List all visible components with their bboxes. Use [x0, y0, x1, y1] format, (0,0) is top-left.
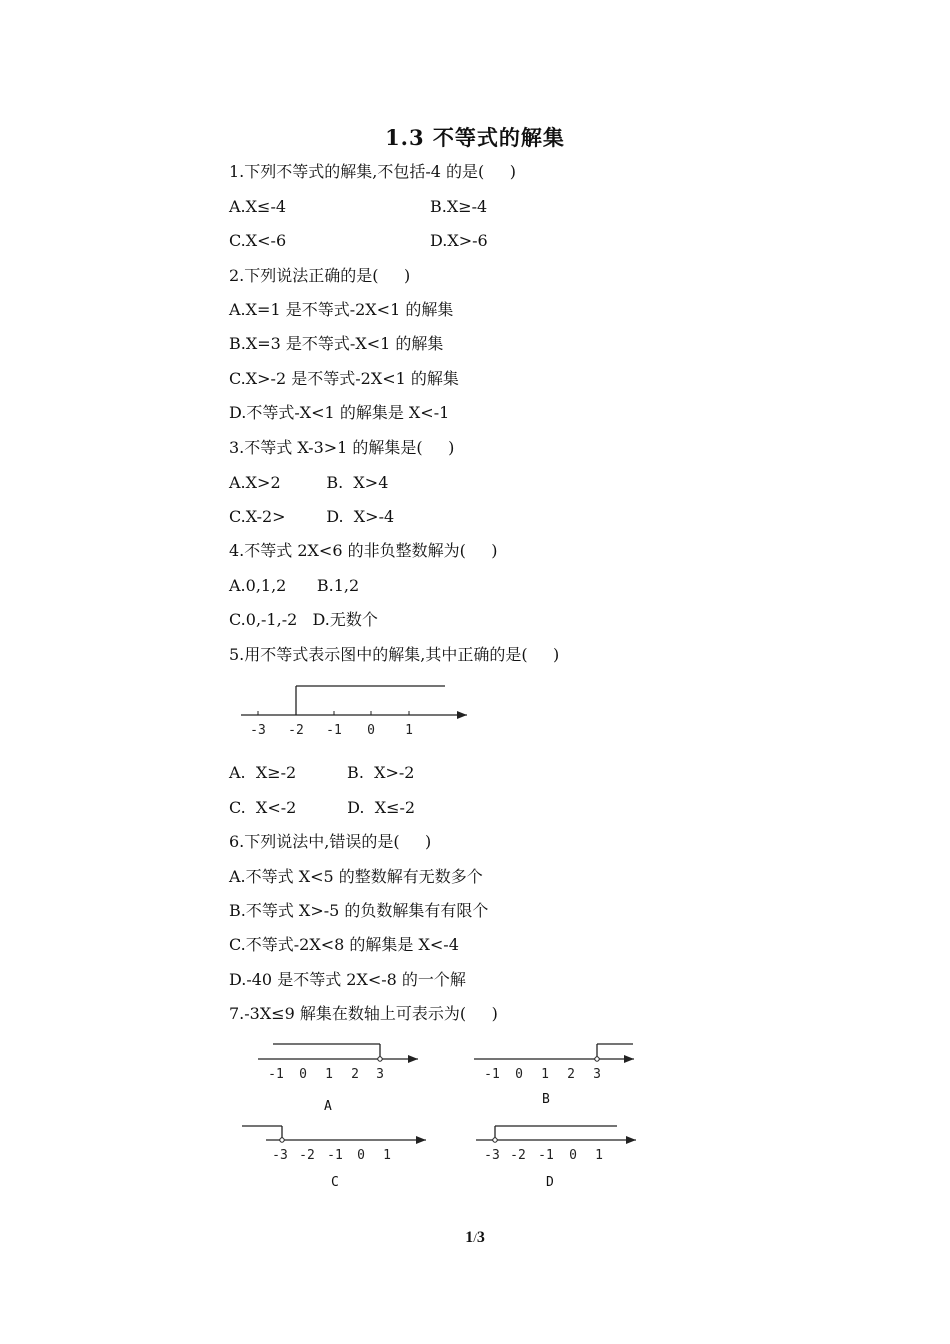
q7d-tick-label: -3 [484, 1148, 500, 1163]
q5-number-line [235, 678, 485, 744]
q1-option-c: C.X<-6 [229, 231, 287, 250]
q7c-tick-label: -2 [299, 1148, 315, 1163]
q4-options-ab: A.0,1,2 B.1,2 [229, 576, 360, 595]
q6-option-a: A.不等式 X<5 的整数解有无数多个 [229, 867, 483, 886]
q7-caption-c: C [331, 1175, 339, 1190]
page-title: 1.3 不等式的解集 [385, 125, 565, 150]
question-3-stem: 3.不等式 X-3>1 的解集是( ) [229, 438, 455, 457]
q7a-tick-label: 1 [325, 1067, 333, 1082]
q7-caption-a: A [324, 1099, 332, 1114]
q7-caption-d: D [546, 1175, 554, 1190]
q5-tick-label: 0 [367, 723, 375, 738]
q7d-tick-label: 1 [595, 1148, 603, 1163]
total-pages: 3 [476, 1229, 485, 1246]
q7b-tick-label: 1 [541, 1067, 549, 1082]
q7c-tick-label: 0 [357, 1148, 365, 1163]
q7b-tick-label: 2 [567, 1067, 575, 1082]
q7-figure-b [471, 1040, 646, 1084]
q2-option-c: C.X>-2 是不等式-2X<1 的解集 [229, 369, 459, 388]
q7b-tick-label: 0 [515, 1067, 523, 1082]
q7d-tick-label: -1 [538, 1148, 554, 1163]
q5-options-cd: C. X<-2 D. X≤-2 [229, 798, 416, 817]
q6-option-c: C.不等式-2X<8 的解集是 X<-4 [229, 935, 459, 954]
q5-tick-label: -2 [288, 723, 304, 738]
q7a-tick-label: 0 [299, 1067, 307, 1082]
q7c-tick-label: -1 [327, 1148, 343, 1163]
q7a-tick-label: 2 [351, 1067, 359, 1082]
q7-caption-b: B [542, 1092, 550, 1107]
q1-option-b: B.X≥-4 [430, 197, 488, 216]
question-1-stem: 1.下列不等式的解集,不包括-4 的是( ) [229, 162, 516, 181]
q7c-tick-label: 1 [383, 1148, 391, 1163]
q1-option-a: A.X≤-4 [229, 197, 287, 216]
question-2-stem: 2.下列说法正确的是( ) [229, 266, 411, 285]
question-4-stem: 4.不等式 2X<6 的非负整数解为( ) [229, 541, 498, 560]
q4-options-cd: C.0,-1,-2 D.无数个 [229, 610, 378, 629]
q3-options-cd: C.X-2> D. X>-4 [229, 507, 395, 526]
q7-figure-a [255, 1040, 430, 1084]
q5-tick-label: -1 [326, 723, 342, 738]
q7-figure-c [240, 1122, 435, 1168]
q2-option-b: B.X=3 是不等式-X<1 的解集 [229, 334, 444, 353]
q7c-tick-label: -3 [272, 1148, 288, 1163]
q7b-tick-label: -1 [484, 1067, 500, 1082]
q1-option-d: D.X>-6 [430, 231, 488, 250]
page-number [0, 1229, 950, 1247]
q5-options-ab: A. X≥-2 B. X>-2 [229, 763, 415, 782]
q7a-tick-label: 3 [376, 1067, 384, 1082]
question-6-stem: 6.下列说法中,错误的是( ) [229, 832, 432, 851]
q7d-tick-label: -2 [510, 1148, 526, 1163]
question-5-stem: 5.用不等式表示图中的解集,其中正确的是( ) [229, 645, 560, 664]
q7d-tick-label: 0 [569, 1148, 577, 1163]
q3-options-ab: A.X>2 B. X>4 [229, 473, 389, 492]
q2-option-d: D.不等式-X<1 的解集是 X<-1 [229, 403, 450, 422]
q6-option-d: D.-40 是不等式 2X<-8 的一个解 [229, 970, 466, 989]
page-separator: / [473, 1230, 477, 1245]
q7a-tick-label: -1 [268, 1067, 284, 1082]
q7b-tick-label: 3 [593, 1067, 601, 1082]
q5-tick-label: 1 [405, 723, 413, 738]
current-page: 1 [465, 1229, 474, 1246]
q6-option-b: B.不等式 X>-5 的负数解集有有限个 [229, 901, 489, 920]
question-7-stem: 7.-3X≤9 解集在数轴上可表示为( ) [229, 1004, 498, 1023]
q5-tick-label: -3 [250, 723, 266, 738]
q2-option-a: A.X=1 是不等式-2X<1 的解集 [229, 300, 454, 319]
q7-figure-d [473, 1122, 648, 1168]
